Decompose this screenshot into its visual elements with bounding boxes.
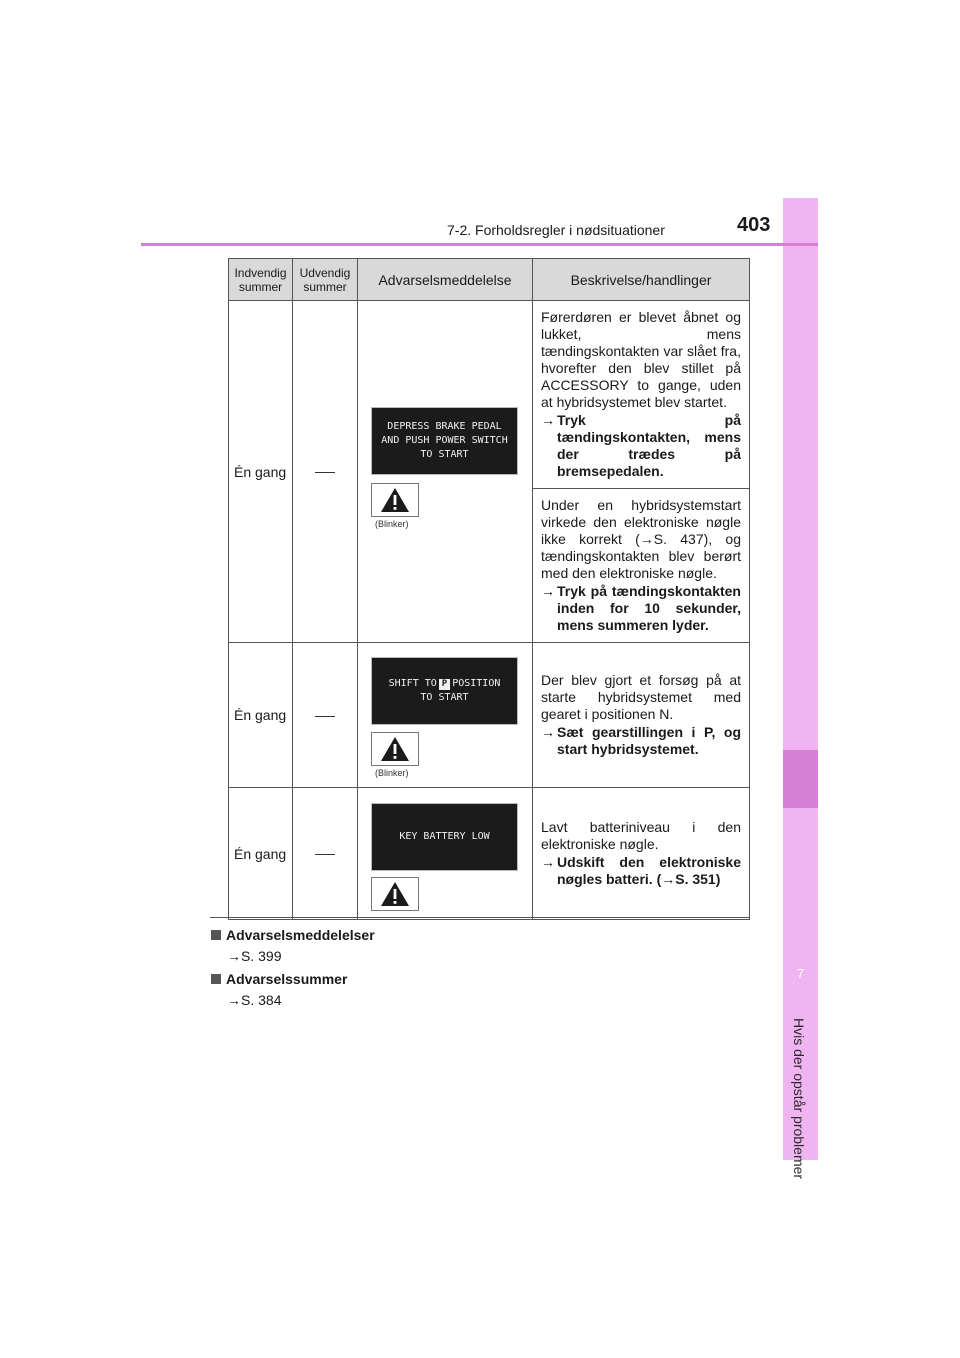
action-text: → Sæt gearstillingen i P, og start hybridsystemet. bbox=[541, 724, 741, 757]
blinker-label: (Blinker) bbox=[375, 768, 409, 778]
action-text: → Tryk på tændingskontakten, mens der trædes på bremsepedalen. bbox=[541, 412, 741, 479]
inside-buzzer-cell: Én gang bbox=[229, 301, 293, 643]
warning-table bbox=[228, 258, 750, 920]
description-text: Under en hybridsystemstart virkede den elektroniske nøgle ikke korrekt (→S. 437), og tændingskontakten blev berørt med den elektroniske nøgle. bbox=[541, 497, 741, 581]
arrow-icon: → bbox=[227, 992, 241, 1008]
chapter-title: Hvis der opstår problemer bbox=[791, 1018, 807, 1180]
section-divider bbox=[210, 917, 749, 918]
display-line: SHIFT TO P POSITION bbox=[388, 678, 501, 689]
message-cell bbox=[358, 788, 533, 920]
outside-buzzer-cell bbox=[293, 788, 358, 920]
note-heading: Advarselsmeddelelser bbox=[211, 927, 375, 943]
bullet-square-icon bbox=[211, 930, 221, 940]
header-rule bbox=[141, 243, 818, 246]
message-cell bbox=[358, 643, 533, 788]
description-cell bbox=[533, 788, 750, 920]
arrow-icon: → bbox=[541, 854, 555, 870]
action-text: → Tryk på tændingskontakten inden for 10 sekunder, mens summeren lyder. bbox=[541, 583, 741, 633]
description-cell bbox=[533, 301, 750, 489]
header-inside-buzzer: Indvendig summer bbox=[229, 259, 293, 301]
arrow-icon: → bbox=[541, 583, 555, 599]
arrow-icon: → bbox=[541, 412, 555, 428]
header-outside-buzzer: Udvendig summer bbox=[293, 259, 358, 301]
header-message: Advarselsmeddelelse bbox=[358, 259, 533, 301]
table-row bbox=[229, 788, 750, 920]
note-reference: →S. 384 bbox=[227, 992, 282, 1008]
outside-buzzer-cell bbox=[293, 643, 358, 788]
header-description: Beskrivelse/handlinger bbox=[533, 259, 750, 301]
table-header-row bbox=[229, 259, 750, 301]
table-row bbox=[229, 643, 750, 788]
dash-mark bbox=[315, 472, 335, 473]
description-cell bbox=[533, 643, 750, 788]
description-text: Lavt batteriniveau i den elektroniske nøgle. bbox=[541, 819, 741, 852]
park-badge-icon: P bbox=[439, 679, 450, 690]
display-line: TO START bbox=[420, 449, 469, 460]
outside-buzzer-cell bbox=[293, 301, 358, 643]
description-cell bbox=[533, 489, 750, 643]
inside-buzzer-cell: Én gang bbox=[229, 788, 293, 920]
arrow-icon: → bbox=[541, 724, 555, 740]
warning-indicator bbox=[371, 877, 419, 911]
display-line: DEPRESS BRAKE PEDAL bbox=[387, 421, 502, 432]
dash-mark bbox=[315, 716, 335, 717]
description-text: Førerdøren er blevet åbnet og lukket, mens tændingskontakten var slået fra, hvorefter den blev stillet på ACCESSORY to gange, uden at hybridsystemet blev startet. bbox=[541, 309, 741, 410]
message-cell bbox=[358, 301, 533, 643]
table-row bbox=[229, 301, 750, 489]
display-screen bbox=[371, 803, 518, 871]
warning-triangle-icon bbox=[380, 881, 410, 907]
warning-indicator bbox=[371, 483, 419, 517]
arrow-icon: → bbox=[227, 948, 241, 964]
display-screen bbox=[371, 407, 518, 475]
display-line: TO START bbox=[420, 692, 469, 703]
note-heading: Advarselssummer bbox=[211, 971, 347, 987]
chapter-marker bbox=[783, 750, 818, 808]
warning-triangle-icon bbox=[380, 736, 410, 762]
note-reference: →S. 399 bbox=[227, 948, 282, 964]
chapter-tab bbox=[783, 198, 818, 1180]
display-line: KEY BATTERY LOW bbox=[399, 831, 490, 842]
page-number: 403 bbox=[737, 214, 771, 236]
inside-buzzer-cell: Én gang bbox=[229, 643, 293, 788]
bullet-square-icon bbox=[211, 974, 221, 984]
action-text: → Udskift den elektroniske nøgles batteri. (→S. 351) bbox=[541, 854, 741, 887]
warning-triangle-icon bbox=[380, 487, 410, 513]
blinker-label: (Blinker) bbox=[375, 519, 409, 529]
description-text: Der blev gjort et forsøg på at starte hybridsystemet med gearet i positionen N. bbox=[541, 672, 741, 722]
chapter-number: 7 bbox=[796, 966, 805, 981]
section-title: 7-2. Forholdsregler i nødsituationer bbox=[447, 222, 665, 238]
display-screen bbox=[371, 657, 518, 725]
warning-indicator bbox=[371, 732, 419, 766]
dash-mark bbox=[315, 854, 335, 855]
display-line: AND PUSH POWER SWITCH bbox=[381, 435, 508, 446]
